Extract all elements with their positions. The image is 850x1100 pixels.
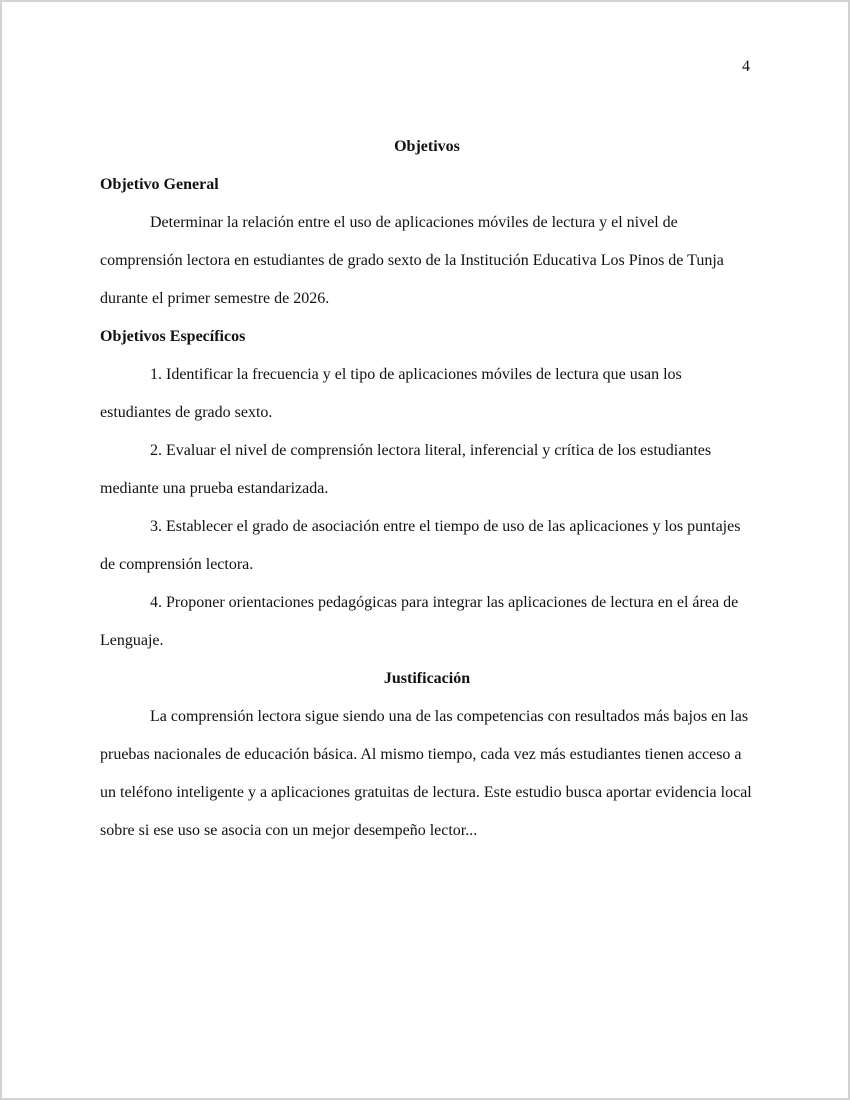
objetivo-general-paragraph: Determinar la relación entre el uso de aplicaciones móviles de lectura y el nivel de comprensión lectora en estudiantes de grado sexto de la Institución Educativa Los Pinos de Tunja durante el primer semestre de 2026.: [100, 214, 724, 307]
justificacion-paragraph: La comprensión lectora sigue siendo una de las competencias con resultados más bajos en las pruebas nacionales de educación básica. Al mismo tiempo, cada vez más estudiantes tienen acceso a un teléfono inteligente y a aplicaciones gratuitas de lectura. Este estudio busca aportar evidencia local sobre si ese uso se asocia con un mejor desempeño lector...: [100, 708, 752, 839]
objetivo-general-heading: Objetivo General: [100, 176, 219, 193]
objetivos-especificos-heading: Objetivos Específicos: [100, 328, 246, 345]
document-body: [100, 128, 754, 850]
objetivo-especifico-2: 2. Evaluar el nivel de comprensión lectora literal, inferencial y crítica de los estudiantes mediante una prueba estandarizada.: [100, 442, 712, 497]
objetivo-especifico-3: 3. Establecer el grado de asociación entre el tiempo de uso de las aplicaciones y los puntajes de comprensión lectora.: [100, 518, 741, 573]
page-number: 4: [742, 58, 750, 75]
objetivo-especifico-1: 1. Identificar la frecuencia y el tipo de aplicaciones móviles de lectura que usan los estudiantes de grado sexto.: [100, 366, 682, 421]
justificacion-heading: Justificación: [383, 670, 471, 687]
objetivo-especifico-4: 4. Proponer orientaciones pedagógicas para integrar las aplicaciones de lectura en el área de Lenguaje.: [100, 594, 739, 649]
objetivos-heading: Objetivos: [394, 138, 460, 155]
